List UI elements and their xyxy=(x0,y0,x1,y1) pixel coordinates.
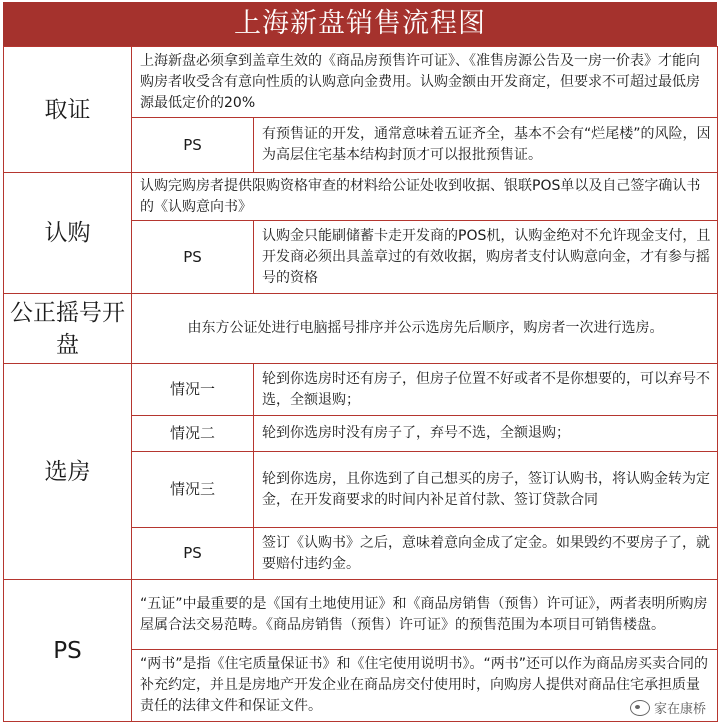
xf-case-text: 轮到你选房时没有房子了，弃号不选，全额退购； xyxy=(254,416,718,452)
section-label-qz: 取证 xyxy=(4,47,132,173)
section-label-ps: PS xyxy=(4,580,132,722)
qz-ps-text: 有预售证的开发，通常意味着五证齐全，基本不会有“烂尾楼”的风险，因为高层住宅基本结构封顶才可以报批预售证。 xyxy=(254,118,718,173)
rg-ps-label: PS xyxy=(132,221,254,294)
xf-ps-label: PS xyxy=(132,528,254,580)
wechat-icon xyxy=(630,700,650,716)
process-table xyxy=(3,46,718,722)
section-label-rg: 认购 xyxy=(4,173,132,294)
table-row xyxy=(4,47,718,118)
qz-ps-label: PS xyxy=(132,118,254,173)
xf-case-label: 情况二 xyxy=(132,416,254,452)
gz-main-text: 由东方公证处进行电脑摇号排序并公示选房先后顺序，购房者一次进行选房。 xyxy=(132,294,718,364)
watermark-text: 家在康桥 xyxy=(653,702,706,717)
watermark xyxy=(630,698,706,717)
xf-case-text: 轮到你选房时还有房子，但房子位置不好或者不是你想要的，可以弃号不选，全额退购； xyxy=(254,364,718,416)
section-label-gz: 公正摇号开盘 xyxy=(4,294,132,364)
ps-text-wuzheng: “五证”中最重要的是《国有土地使用证》和《商品房销售（预售）许可证》，两者表明所购房屋属合法交易范畴。《商品房销售（预售）许可证》的预售范围为本项目可销售楼盘。 xyxy=(132,580,718,650)
table-row xyxy=(4,580,718,650)
xf-ps-text: 签订《认购书》之后，意味着意向金成了定金。如果毁约不要房子了，就要赔付违约金。 xyxy=(254,528,718,580)
ps-text-liangshu: “两书”是指《住宅质量保证书》和《住宅使用说明书》。“两书”还可以作为商品房买卖合同的补充约定，并且是房地产开发企业在商品房交付使用时，向购房人提供对商品住宅承担质量责任的法律文件和保证文件。 xyxy=(132,650,718,722)
rg-main-text: 认购完购房者提供限购资格审查的材料给公证处收到收据、银联POS单以及自己签字确认书的《认购意向书》 xyxy=(132,173,718,221)
section-label-xf: 选房 xyxy=(4,364,132,580)
table-row xyxy=(4,173,718,221)
xf-case-label: 情况三 xyxy=(132,452,254,528)
xf-case-text: 轮到你选房，且你选到了自己想买的房子，签订认购书，将认购金转为定金，在开发商要求的时间内补足首付款、签订贷款合同 xyxy=(254,452,718,528)
qz-main-text: 上海新盘必须拿到盖章生效的《商品房预售许可证》、《准售房源公告及一房一价表》才能向购房者收受含有意向性质的认购意向金费用。认购金额由开发商定，但要求不可超过最低房源最低定价的20% xyxy=(132,47,718,118)
page-title: 上海新盘销售流程图 xyxy=(3,2,717,46)
table-row xyxy=(4,364,718,416)
table-row xyxy=(4,294,718,364)
rg-ps-text: 认购金只能刷储蓄卡走开发商的POS机，认购金绝对不允许现金支付，且开发商必须出具盖章过的有效收据，购房者支付认购意向金，才有参与摇号的资格 xyxy=(254,221,718,294)
xf-case-label: 情况一 xyxy=(132,364,254,416)
